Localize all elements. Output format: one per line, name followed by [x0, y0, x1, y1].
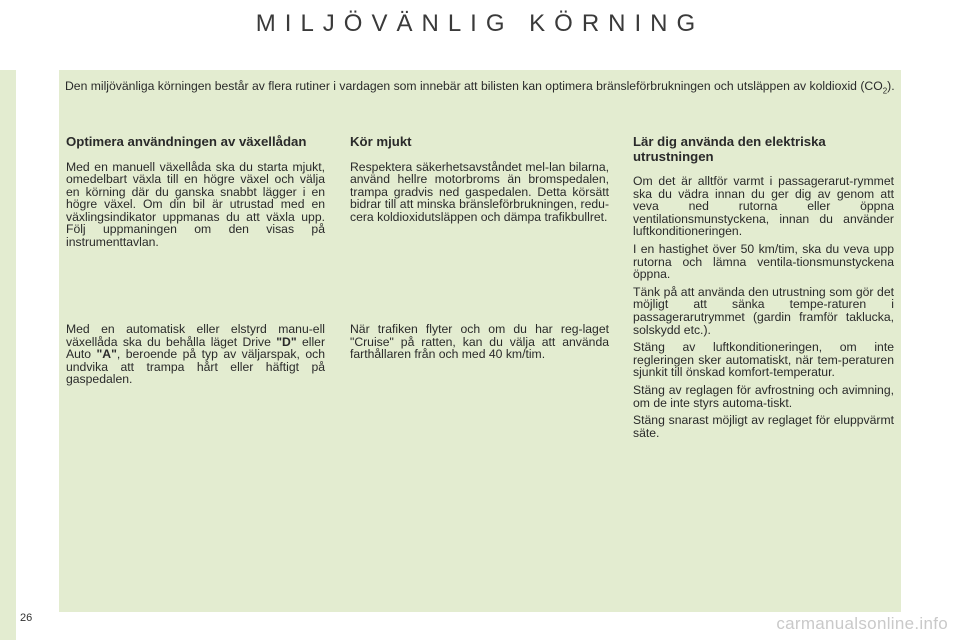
heading-electrical-equipment: Lär dig använda den elektriska utrustningen [633, 134, 826, 164]
left-margin-strip [0, 70, 16, 640]
paragraph-safety-distance: Respektera säkerhetsavståndet mel-lan bilarna, använd hellre motorbroms än bromspedalen, trampa gradvis ned gaspedalen. Detta körsätt bidrar till att minska bränsleförbrukningen, redu-cera koldioxidutsläppen och dämpa trafikbullret. [350, 159, 609, 224]
auto-gearbox-text-3: , beroende på typ av väljarspak, och undvika att trampa hårt eller häftigt på gaspedalen. [66, 347, 325, 387]
watermark: carmanualsonline.info [776, 614, 948, 633]
auto-mode-label: "A" [96, 347, 117, 362]
paragraph-windows-up: I en hastighet över 50 km/tim, ska du veva upp rutorna och lämna ventila-tionsmunstyckena öppna. [633, 241, 894, 282]
column-gearbox [66, 135, 325, 249]
intro-subscript: 2 [882, 86, 888, 96]
paragraph-ventilate: Om det är alltför varmt i passagerarut-rymmet ska du vädra innan du ger dig av genom att veva ned rutorna eller öppna ventilationsmunstyckena, innan du använder luftkonditioneringen. [633, 174, 894, 239]
page-number: 26 [20, 612, 33, 624]
heading-gearbox: Optimera användningen av växellådan [66, 134, 307, 149]
intro-text: Den miljövänliga körningen består av flera rutiner i vardagen som innebär att bilisten kan optimera bränsleförbrukningen och utsläppen av koldioxid (CO [65, 79, 883, 93]
column-drive-smoothly [350, 135, 609, 223]
auto-gearbox-text-1: Med en automatisk eller elstyrd manu-ell växellåda ska du behålla läget Drive [66, 322, 325, 349]
paragraph-heated-seat-off: Stäng snarast möjligt av reglaget för eluppvärmt säte. [633, 413, 894, 440]
intro-paragraph [65, 80, 895, 98]
intro-text-end: ). [887, 79, 895, 93]
paragraph-manual-gearbox: Med en manuell växellåda ska du starta mjukt, omedelbart växla till en högre växel och välja en körning där du ganska snabbt lägger i en högre växel. Om din bil är utrustad med en växlingsindikator uppmanas du att växla upp. Följ uppmaningen om den visas på instrumenttavlan. [66, 159, 325, 250]
paragraph-cruise-control: När trafiken flyter och om du har reg-laget "Cruise" på ratten, kan du välja att använda farthållaren från och med 40 km/tim. [350, 322, 609, 362]
page-title: MILJÖVÄNLIG KÖRNING [255, 10, 705, 37]
column-electrical-equipment [633, 135, 894, 444]
heading-drive-smoothly: Kör mjukt [350, 134, 412, 149]
drive-mode-label: "D" [276, 334, 297, 349]
paragraph-ac-off: Stäng av luftkonditioneringen, om inte regleringen sker automatiskt, när tem-peraturen sjunkit till önskad komfort-temperatur. [633, 340, 894, 380]
paragraph-lower-temperature: Tänk på att använda den utrustning som gör det möjligt att sänka tempe-raturen i passagerarutrymmet (gardin framför taklucka, solskydd etc.). [633, 284, 894, 337]
paragraph-automatic-gearbox [66, 323, 325, 386]
auto-gearbox-text-2: eller Auto [66, 334, 325, 362]
paragraph-defrost-off: Stäng av reglagen för avfrostning och avimning, om de inte styrs automa-tiskt. [633, 382, 894, 410]
